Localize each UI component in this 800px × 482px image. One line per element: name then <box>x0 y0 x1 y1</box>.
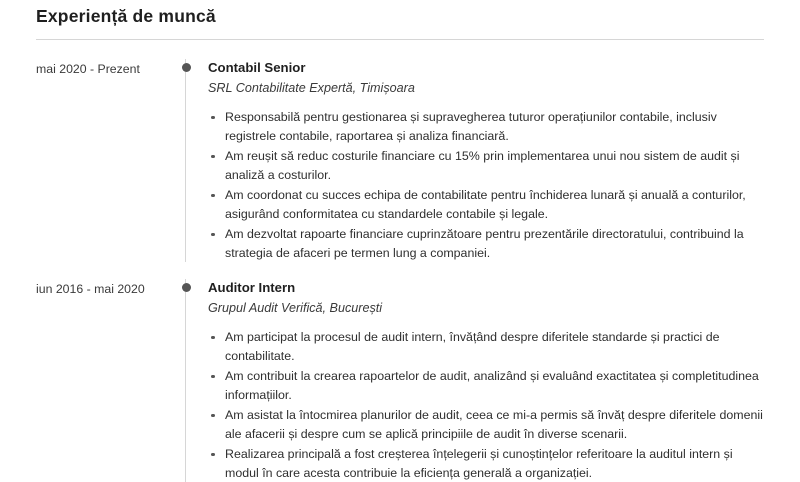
title-divider <box>36 39 764 40</box>
list-item: Am contribuit la crearea rapoartelor de audit, analizând și evaluând exactitatea și completitudinea informațiilor. <box>208 367 764 404</box>
list-item <box>36 279 764 482</box>
timeline-dot-icon <box>182 283 191 292</box>
list-item: Am coordonat cu succes echipa de contabilitate pentru închiderea lunară și anuală a conturilor, asigurând conformitatea cu standardele contabile și legale. <box>208 186 764 223</box>
list-item: Am reușit să reduc costurile financiare cu 15% prin implementarea unui nou sistem de audit și analiză a costurilor. <box>208 147 764 184</box>
entry-role: Contabil Senior <box>208 60 306 75</box>
entry-body <box>185 59 764 262</box>
entry-bullet-list <box>208 108 764 262</box>
entry-date: mai 2020 - Prezent <box>36 62 140 76</box>
list-item: Am participat la procesul de audit intern, învățând despre diferitele standarde și practici de contabilitate. <box>208 328 764 365</box>
entry-company: SRL Contabilitate Expertă, Timișoara <box>208 81 415 95</box>
entry-bullet-list <box>208 328 764 482</box>
experience-list <box>36 59 764 482</box>
entry-date: iun 2016 - mai 2020 <box>36 282 145 296</box>
list-item: Realizarea principală a fost creșterea înțelegerii și cunoștințelor referitoare la auditul intern și modul în care acesta contribuie la eficiența generală a organizației. <box>208 445 764 482</box>
entry-body <box>185 279 764 482</box>
timeline-dot-icon <box>182 63 191 72</box>
entry-company: Grupul Audit Verifică, București <box>208 301 383 315</box>
page-title: Experiență de muncă <box>36 6 216 26</box>
list-item: Responsabilă pentru gestionarea și supravegherea tuturor operațiunilor contabile, inclusiv registrele contabile, raportarea și analiza financiară. <box>208 108 764 145</box>
list-item: Am asistat la întocmirea planurilor de audit, ceea ce mi-a permis să învăț despre diferitele domenii ale afacerii și despre cum se aplică principiile de audit în diverse scenarii. <box>208 406 764 443</box>
entry-role: Auditor Intern <box>208 280 296 295</box>
list-item: Am dezvoltat rapoarte financiare cuprinzătoare pentru prezentările directoratului, contribuind la strategia de afaceri pe termen lung a companiei. <box>208 225 764 262</box>
list-item <box>36 59 764 262</box>
